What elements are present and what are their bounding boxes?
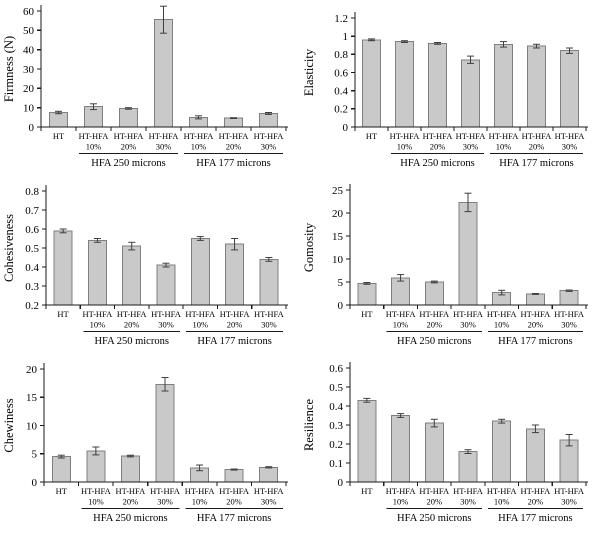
- y-tick-label: 30: [23, 63, 34, 76]
- y-tick-label: 0.5: [329, 381, 343, 394]
- x-category-label: HT-HFA: [389, 131, 420, 141]
- x-category-label: HT-HFA: [254, 309, 284, 319]
- y-tick-label: 0.4: [334, 85, 348, 98]
- x-subcategory-label: 20%: [527, 496, 544, 507]
- chart-resilience: [300, 355, 600, 535]
- x-category-label: HT-HFA: [150, 486, 180, 496]
- bar: [429, 43, 447, 127]
- bar: [88, 240, 106, 305]
- y-tick-label: 5: [337, 276, 343, 289]
- x-category-label: HT-HFA: [116, 309, 147, 319]
- y-tick-label: 0.8: [25, 185, 39, 198]
- x-category-label: HT-HFA: [78, 131, 109, 141]
- y-tick-label: 0.2: [334, 103, 348, 116]
- bar: [157, 265, 175, 305]
- x-subcategory-label: 10%: [190, 141, 207, 152]
- bar: [358, 283, 376, 305]
- group-label: HFA 250 microns: [91, 158, 166, 169]
- x-category-label: HT-HFA: [521, 131, 552, 141]
- x-category-label: HT-HFA: [253, 131, 284, 141]
- bar: [50, 113, 68, 128]
- y-tick-label: 20: [23, 83, 34, 96]
- bar: [425, 423, 443, 482]
- x-subcategory-label: 20%: [120, 141, 137, 152]
- x-category-label: HT-HFA: [185, 309, 216, 319]
- group-label: HFA 177 microns: [196, 158, 271, 169]
- bar: [120, 108, 138, 127]
- y-tick-label: 0: [31, 476, 37, 489]
- y-tick-label: 0: [342, 121, 348, 134]
- x-subcategory-label: 10%: [191, 496, 208, 507]
- bar: [495, 44, 513, 127]
- bar: [392, 416, 410, 483]
- chart-elasticity: [300, 0, 600, 178]
- x-subcategory-label: 30%: [460, 319, 476, 330]
- chart-gomosity: [300, 178, 600, 355]
- x-subcategory-label: 10%: [192, 319, 209, 330]
- x-category-label: HT: [55, 486, 67, 496]
- bar: [191, 239, 209, 306]
- x-category-label: HT-HFA: [453, 486, 483, 496]
- bar: [561, 51, 579, 127]
- bar: [121, 456, 139, 482]
- y-tick-label: 0.5: [25, 242, 39, 255]
- x-subcategory-label: 30%: [155, 141, 172, 152]
- group-label: HFA 177 microns: [499, 158, 574, 169]
- x-category-label: HT: [52, 131, 65, 141]
- y-tick-label: 0.1: [329, 457, 343, 470]
- x-subcategory-label: 10%: [89, 319, 106, 330]
- y-tick-label: 15: [26, 392, 37, 405]
- x-subcategory-label: 30%: [261, 319, 277, 330]
- bar: [260, 467, 278, 482]
- y-tick-label: 0.6: [329, 362, 343, 375]
- group-label: HFA 177 microns: [196, 513, 272, 524]
- x-category-label: HT-HFA: [385, 486, 416, 496]
- bar: [560, 440, 578, 482]
- chart-canvas: [300, 0, 600, 178]
- bar: [392, 278, 410, 305]
- bar: [260, 259, 278, 305]
- x-subcategory-label: 30%: [260, 141, 277, 152]
- x-category-label: HT: [57, 309, 69, 319]
- chart-canvas: [300, 178, 600, 355]
- group-label: HFA 250 microns: [94, 336, 169, 347]
- y-tick-label: 0.3: [25, 280, 39, 293]
- y-tick-label: 1: [342, 31, 348, 44]
- x-subcategory-label: 20%: [527, 319, 544, 330]
- x-subcategory-label: 10%: [495, 141, 512, 152]
- x-subcategory-label: 20%: [122, 496, 139, 507]
- bar: [225, 470, 243, 482]
- bar: [225, 118, 243, 127]
- x-subcategory-label: 10%: [396, 141, 413, 152]
- x-category-label: HT-HFA: [486, 309, 517, 319]
- x-subcategory-label: 20%: [123, 319, 140, 330]
- x-category-label: HT-HFA: [554, 309, 584, 319]
- bar: [462, 60, 480, 127]
- x-subcategory-label: 30%: [561, 141, 578, 152]
- y-tick-label: 0.6: [25, 223, 39, 236]
- chart-canvas: [0, 355, 300, 535]
- chart-cohesiveness: [0, 178, 300, 355]
- chart-firmness: [0, 0, 300, 178]
- x-subcategory-label: 20%: [528, 141, 545, 152]
- x-subcategory-label: 30%: [462, 141, 479, 152]
- x-subcategory-label: 10%: [493, 319, 510, 330]
- bar: [155, 20, 173, 127]
- y-tick-label: 0.4: [329, 400, 343, 413]
- x-subcategory-label: 30%: [460, 496, 476, 507]
- y-tick-label: 0.2: [25, 299, 39, 312]
- chart-canvas: [0, 178, 300, 355]
- y-axis-title: Elasticity: [302, 48, 316, 97]
- x-subcategory-label: 30%: [157, 496, 173, 507]
- y-tick-label: 1.2: [334, 12, 348, 25]
- x-category-label: HT-HFA: [554, 486, 584, 496]
- x-category-label: HT-HFA: [219, 309, 250, 319]
- y-axis-title: Chewiness: [2, 398, 16, 453]
- x-subcategory-label: 30%: [561, 496, 577, 507]
- bar: [123, 246, 141, 305]
- x-subcategory-label: 10%: [392, 496, 409, 507]
- x-subcategory-label: 10%: [88, 496, 104, 507]
- bar: [526, 429, 544, 482]
- x-category-label: HT-HFA: [81, 486, 111, 496]
- y-tick-label: 0.2: [329, 438, 343, 451]
- bar: [459, 202, 477, 305]
- group-label: HFA 250 microns: [397, 513, 472, 524]
- x-category-label: HT-HFA: [422, 131, 453, 141]
- bar: [425, 282, 443, 305]
- y-tick-label: 20: [332, 207, 343, 220]
- x-subcategory-label: 30%: [260, 496, 277, 507]
- group-label: HFA 250 microns: [400, 158, 475, 169]
- bar: [526, 294, 544, 305]
- y-axis-title: Firmness (N): [2, 35, 16, 103]
- x-category-label: HT: [365, 131, 378, 141]
- x-subcategory-label: 10%: [392, 319, 409, 330]
- group-label: HFA 250 microns: [397, 336, 472, 347]
- chart-canvas: [300, 355, 600, 535]
- y-tick-label: 15: [332, 230, 343, 243]
- y-tick-label: 0.8: [334, 49, 348, 62]
- bar: [493, 421, 511, 482]
- x-category-label: HT-HFA: [520, 309, 551, 319]
- group-label: HFA 177 microns: [498, 336, 573, 347]
- x-category-label: HT-HFA: [453, 309, 483, 319]
- y-tick-label: 60: [23, 5, 34, 18]
- y-tick-label: 0.6: [334, 67, 348, 80]
- x-category-label: HT-HFA: [113, 131, 144, 141]
- group-label: HFA 177 microns: [498, 513, 573, 524]
- bar: [156, 384, 174, 482]
- y-tick-label: 0.7: [25, 204, 39, 217]
- x-category-label: HT-HFA: [184, 486, 215, 496]
- bar: [560, 291, 578, 305]
- x-subcategory-label: 20%: [426, 319, 443, 330]
- group-label: HFA 177 microns: [197, 336, 272, 347]
- bar: [52, 457, 70, 482]
- y-tick-label: 0: [28, 121, 34, 134]
- x-category-label: HT-HFA: [486, 486, 517, 496]
- x-subcategory-label: 20%: [226, 319, 243, 330]
- bar: [363, 40, 381, 127]
- y-axis-title: Cohesiveness: [2, 213, 16, 283]
- y-tick-label: 50: [23, 25, 34, 38]
- y-axis-title: Resilience: [302, 398, 316, 452]
- x-category-label: HT-HFA: [148, 131, 179, 141]
- y-tick-label: 40: [23, 44, 34, 57]
- group-label: HFA 250 microns: [93, 513, 168, 524]
- y-tick-label: 0: [337, 476, 343, 489]
- chart-chewiness: [0, 355, 300, 535]
- error-bar: [532, 294, 539, 295]
- x-subcategory-label: 20%: [225, 141, 242, 152]
- y-tick-label: 20: [26, 363, 37, 376]
- y-tick-label: 10: [23, 102, 34, 115]
- y-tick-label: 0: [337, 299, 343, 312]
- x-subcategory-label: 10%: [493, 496, 510, 507]
- chart-canvas: [0, 0, 300, 178]
- bar: [226, 244, 244, 305]
- bar: [87, 451, 105, 482]
- bar: [54, 231, 72, 305]
- x-subcategory-label: 20%: [226, 496, 242, 507]
- x-subcategory-label: 30%: [561, 319, 577, 330]
- y-tick-label: 10: [332, 253, 343, 266]
- x-category-label: HT: [361, 486, 373, 496]
- x-category-label: HT-HFA: [455, 131, 486, 141]
- x-category-label: HT: [361, 309, 373, 319]
- x-category-label: HT-HFA: [554, 131, 585, 141]
- y-tick-label: 5: [31, 448, 37, 461]
- bar: [459, 452, 477, 482]
- bar: [358, 400, 376, 482]
- y-tick-label: 0.4: [25, 261, 39, 274]
- x-category-label: HT-HFA: [419, 486, 450, 496]
- x-category-label: HT-HFA: [218, 131, 249, 141]
- x-subcategory-label: 30%: [158, 319, 174, 330]
- x-subcategory-label: 20%: [426, 496, 443, 507]
- error-bar: [230, 118, 237, 119]
- x-category-label: HT-HFA: [115, 486, 146, 496]
- x-category-label: HT-HFA: [253, 486, 284, 496]
- x-category-label: HT-HFA: [151, 309, 181, 319]
- x-category-label: HT-HFA: [419, 309, 450, 319]
- y-tick-label: 25: [332, 184, 343, 197]
- bar: [528, 46, 546, 127]
- x-subcategory-label: 10%: [85, 141, 102, 152]
- bar: [260, 114, 278, 128]
- x-category-label: HT-HFA: [488, 131, 519, 141]
- x-category-label: HT-HFA: [385, 309, 416, 319]
- x-category-label: HT-HFA: [183, 131, 214, 141]
- y-axis-title: Gomosity: [302, 222, 316, 273]
- y-tick-label: 0.3: [329, 419, 343, 432]
- y-tick-label: 10: [26, 420, 37, 433]
- bar: [396, 42, 414, 127]
- x-category-label: HT-HFA: [520, 486, 551, 496]
- x-subcategory-label: 20%: [429, 141, 446, 152]
- x-category-label: HT-HFA: [219, 486, 249, 496]
- x-category-label: HT-HFA: [82, 309, 113, 319]
